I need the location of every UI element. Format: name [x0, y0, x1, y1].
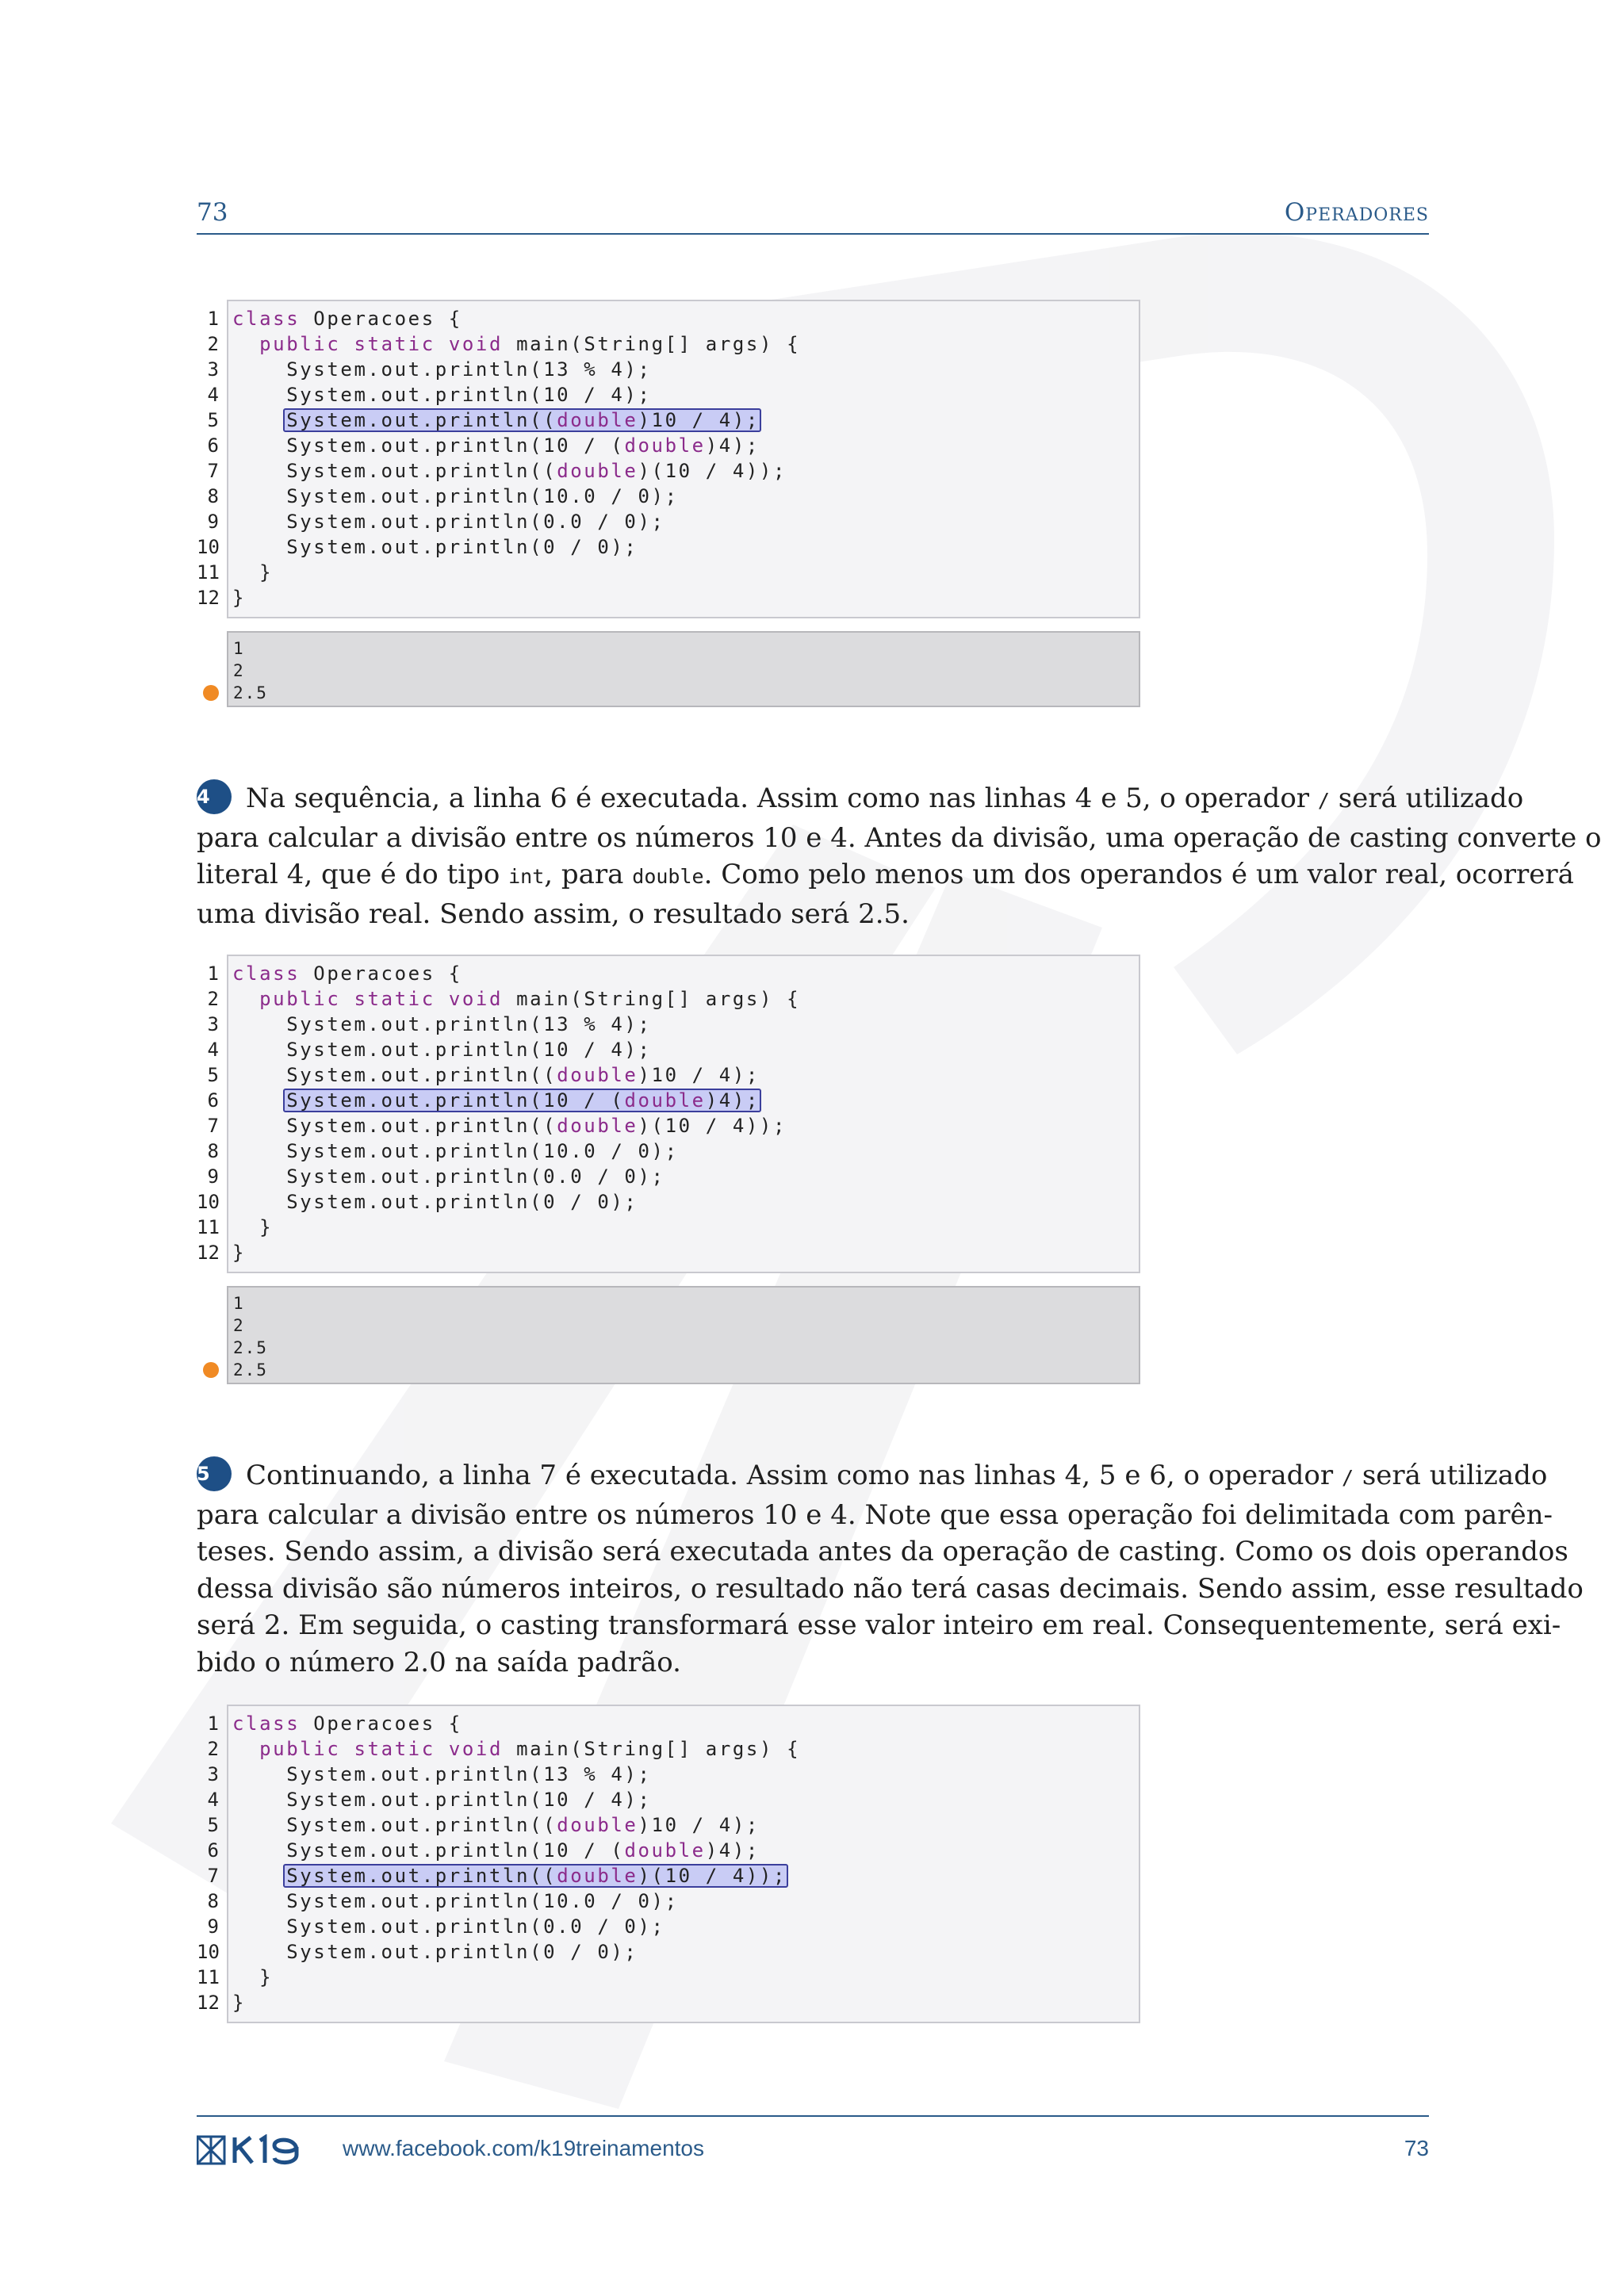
output-line: 1 — [233, 639, 245, 658]
line-number: 2 — [207, 333, 219, 355]
chapter-title: Operadores — [1284, 198, 1429, 227]
line-number: 3 — [207, 1763, 219, 1785]
line-number: 12 — [197, 587, 220, 609]
code-text: } — [232, 587, 247, 609]
code-text: System.out.println(13 % 4); — [232, 358, 652, 381]
line-number: 4 — [207, 1789, 219, 1811]
step-badge-4: 4 — [197, 779, 232, 814]
code-text: } — [232, 1242, 247, 1264]
code-text: System.out.println(0 / 0); — [232, 1941, 638, 1963]
output-box — [227, 631, 1140, 707]
code-text: } — [232, 561, 274, 584]
code-text: System.out.println(0 / 0); — [232, 536, 638, 558]
code-text: System.out.println(10 / 4); — [232, 1039, 652, 1061]
footer-page-number: 73 — [1404, 2136, 1429, 2160]
line-number: 6 — [207, 1089, 219, 1112]
code-text: class Operacoes { — [232, 1712, 462, 1735]
step-badge-5: 5 — [197, 1456, 232, 1491]
line-number: 6 — [207, 434, 219, 457]
line-number: 3 — [207, 358, 219, 381]
code-text: System.out.println(0.0 / 0); — [232, 1165, 665, 1188]
header-page-number: 73 — [197, 198, 228, 227]
line-number: 11 — [197, 561, 220, 584]
code-text: System.out.println(0 / 0); — [232, 1191, 638, 1213]
code-text: System.out.println((double)(10 / 4)); — [232, 1115, 787, 1137]
output-line: 1 — [233, 1294, 245, 1313]
line-number: 1 — [207, 308, 219, 330]
code-text: System.out.println(13 % 4); — [232, 1763, 652, 1785]
line-number: 1 — [207, 962, 219, 985]
line-number: 5 — [207, 1814, 219, 1836]
line-number: 3 — [207, 1013, 219, 1035]
line-number: 6 — [207, 1839, 219, 1862]
output-box — [227, 1286, 1140, 1384]
line-number: 10 — [197, 1191, 220, 1213]
code-text: System.out.println((double)10 / 4); — [232, 1064, 760, 1086]
step-4-paragraph: 4 Na sequência, a linha 6 é executada. Assim como nas linhas 4 e 5, o operador / será utilizado para calcular a divisão entre os números 10 e 4. Antes da divisão, uma operação de casting converte o literal 4, que é do tipo int, para double. Como pelo menos um dos operandos é um valor real, ocorrerá uma divisão real. Sendo assim, o resultado será 2.5. — [197, 780, 1431, 932]
output-line: 2.5 — [233, 1338, 268, 1357]
code-text: public static void main(String[] args) { — [259, 333, 801, 355]
line-number: 7 — [207, 1115, 219, 1137]
line-number: 8 — [207, 1140, 219, 1162]
line-number: 9 — [207, 1915, 219, 1938]
line-number: 8 — [207, 485, 219, 507]
code-text: System.out.println(10.0 / 0); — [232, 485, 679, 507]
output-line: 2.5 — [233, 1360, 268, 1380]
line-number: 9 — [207, 511, 219, 533]
line-number: 12 — [197, 1242, 220, 1264]
line-number: 12 — [197, 1992, 220, 2014]
page-header — [197, 198, 1429, 235]
output-line: 2.5 — [233, 683, 268, 702]
line-number: 8 — [207, 1890, 219, 1912]
line-number: 1 — [207, 1712, 219, 1735]
line-number: 7 — [207, 460, 219, 482]
footer-url[interactable]: www.facebook.com/k19treinamentos — [343, 2136, 704, 2160]
line-number: 5 — [207, 409, 219, 431]
code-text: } — [232, 1966, 274, 1988]
code-text: public static void main(String[] args) { — [259, 988, 801, 1010]
code-text: class Operacoes { — [232, 962, 462, 985]
code-text: System.out.println(0.0 / 0); — [232, 511, 665, 533]
current-output-marker — [203, 685, 219, 701]
page-footer — [197, 2115, 1429, 2164]
code-text: System.out.println((double)10 / 4); — [232, 409, 760, 431]
code-text: System.out.println(10.0 / 0); — [232, 1890, 679, 1912]
line-number: 11 — [197, 1966, 220, 1988]
line-number: 4 — [207, 384, 219, 406]
code-text: System.out.println(0.0 / 0); — [232, 1915, 665, 1938]
code-text: public static void main(String[] args) { — [259, 1738, 801, 1760]
line-number: 2 — [207, 1738, 219, 1760]
line-number: 10 — [197, 536, 220, 558]
code-text: System.out.println(10 / (double)4); — [232, 1089, 760, 1112]
code-text: } — [232, 1992, 247, 2014]
output-line: 2 — [233, 661, 245, 680]
code-text: } — [232, 1216, 274, 1238]
line-number: 2 — [207, 988, 219, 1010]
output-line: 2 — [233, 1316, 245, 1335]
code-text: class Operacoes { — [232, 308, 462, 330]
line-number: 9 — [207, 1165, 219, 1188]
line-number: 5 — [207, 1064, 219, 1086]
code-text: System.out.println((double)10 / 4); — [232, 1814, 760, 1836]
code-text: System.out.println(10 / 4); — [232, 1789, 652, 1811]
code-text: System.out.println(10 / 4); — [232, 384, 652, 406]
line-number: 10 — [197, 1941, 220, 1963]
code-text: System.out.println((double)(10 / 4)); — [232, 460, 787, 482]
code-text: System.out.println((double)(10 / 4)); — [232, 1865, 787, 1887]
code-text: System.out.println(10 / (double)4); — [232, 434, 760, 457]
code-text: System.out.println(13 % 4); — [232, 1013, 652, 1035]
step-5-paragraph: 5 Continuando, a linha 7 é executada. Assim como nas linhas 4, 5 e 6, o operador / será utilizado para calcular a divisão entre os números 10 e 4. Note que essa operação foi delimitada com parên- teses. Sendo assim, a divisão será executada antes da operação de casting. Como os dois operandos dessa divisão são números inteiros, o resultado não terá casas decimais. Sendo assim, esse resultado será 2. Em seguida, o casting transformará esse valor inteiro em real. Consequentemente, será exi- bido o número 2.0 na saída padrão. — [197, 1457, 1431, 1681]
code-text: System.out.println(10.0 / 0); — [232, 1140, 679, 1162]
code-text: System.out.println(10 / (double)4); — [232, 1839, 760, 1862]
k19-logo — [197, 2134, 320, 2166]
line-number: 11 — [197, 1216, 220, 1238]
current-output-marker — [203, 1362, 219, 1378]
line-number: 7 — [207, 1865, 219, 1887]
line-number: 4 — [207, 1039, 219, 1061]
